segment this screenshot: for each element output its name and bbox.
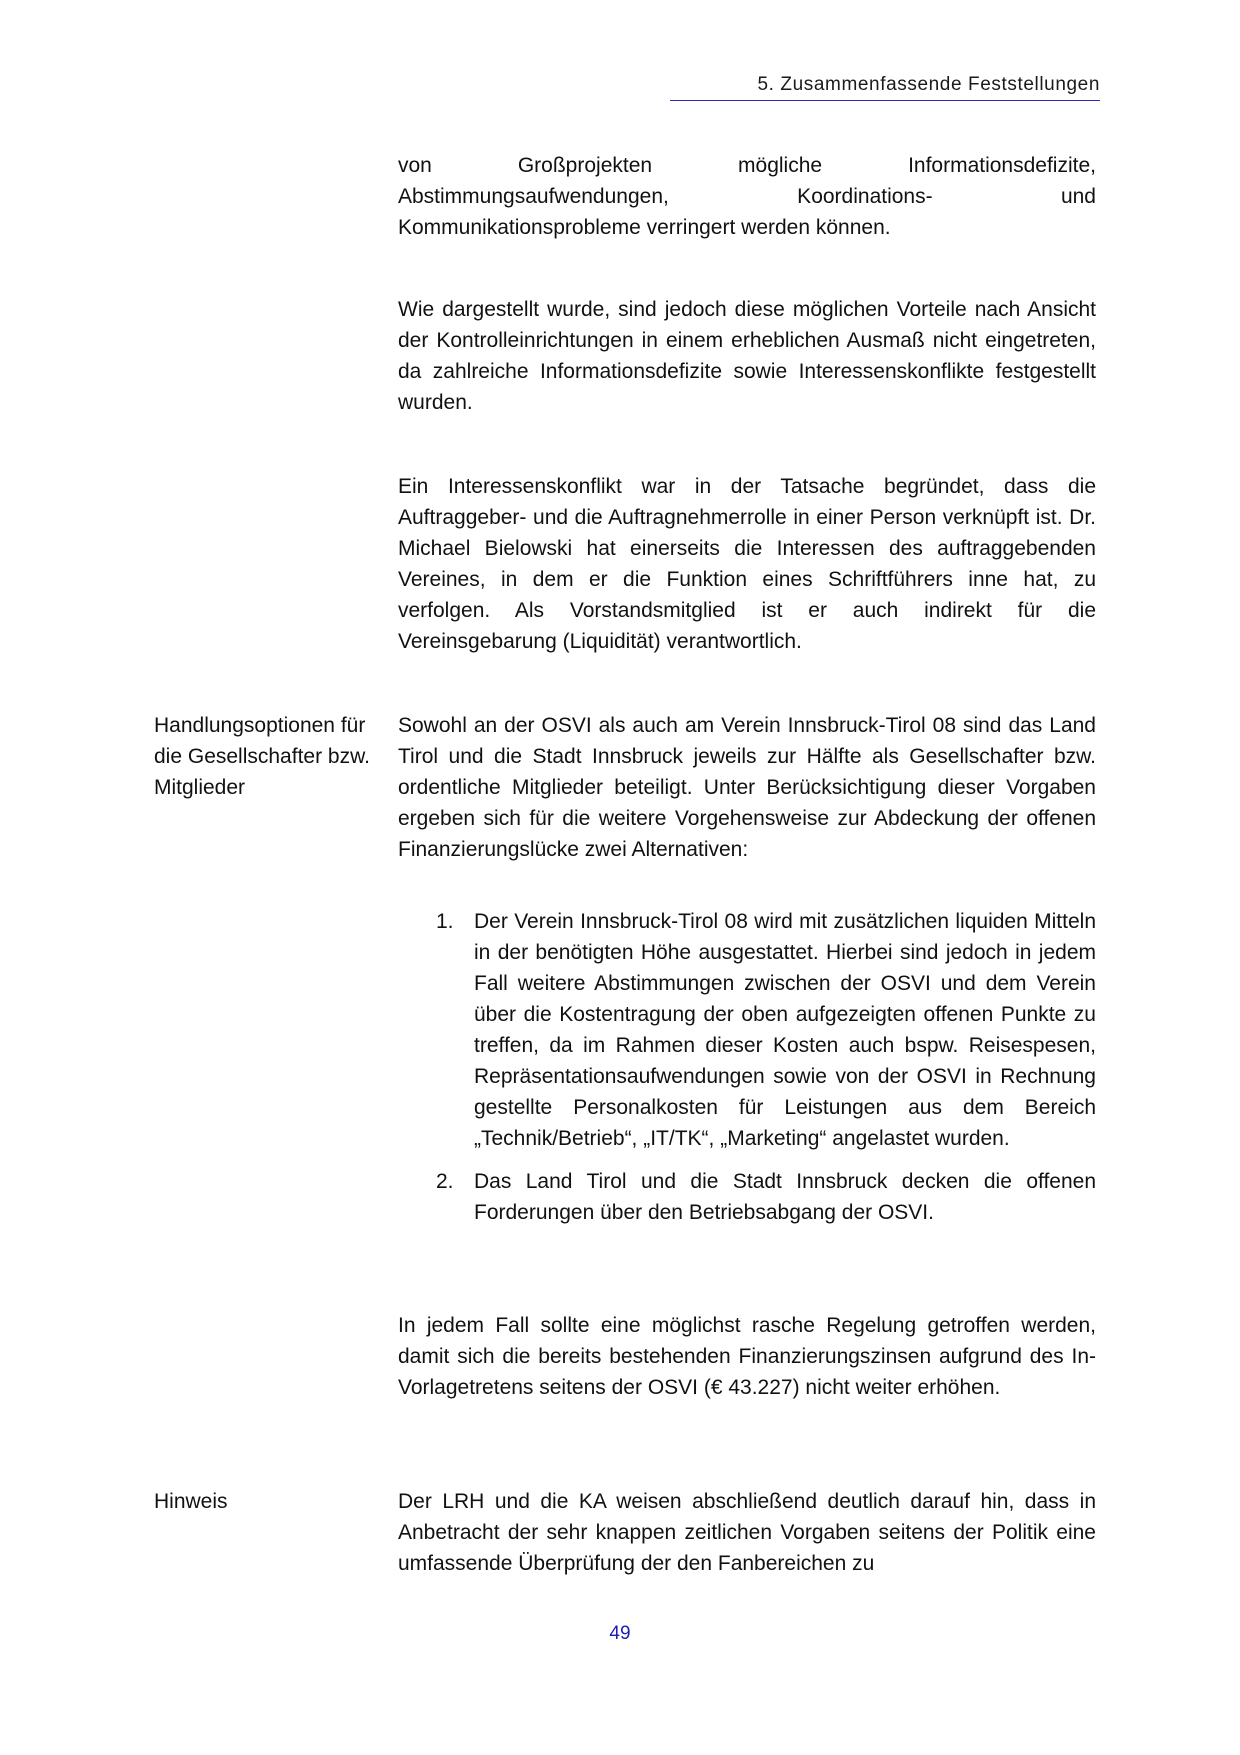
alternatives-list xyxy=(430,906,1096,1240)
paragraph-5: In jedem Fall sollte eine möglichst rasche Regelung getroffen werden, damit sich die bereits bestehenden Finanzierungszinsen aufgrund des In-Vorlagetretens seitens der OSVI (€ 43.227) nicht weiter erhöhen. xyxy=(398,1314,1096,1399)
header-rule xyxy=(670,100,1100,101)
margin-note-options: Handlungsoptionen für die Gesellschafter bzw. Mitglieder xyxy=(154,714,370,799)
paragraph-1: von Großprojekten mögliche Informationsdefizite, Abstimmungsaufwendungen, Koordinations- und Kommunikationsprobleme verringert werden können. xyxy=(398,154,1096,239)
margin-note-hint: Hinweis xyxy=(154,1490,228,1513)
list-item-number: 2. xyxy=(436,1170,454,1193)
paragraph-3: Ein Interessenskonflikt war in der Tatsache begründet, dass die Auftraggeber- und die Auftragnehmerrolle in einer Person verknüpft ist. Dr. Michael Bielowski hat einerseits die Interessen des auftraggebenden Vereines, in dem er die Funktion eines Schriftführers inne hat, zu verfolgen. Als Vorstandsmitglied ist er auch indirekt für die Vereinsgebarung (Liquidität) verantwortlich. xyxy=(398,475,1096,653)
list-item-number: 1. xyxy=(436,910,454,933)
list-item-text: Das Land Tirol und die Stadt Innsbruck decken die offenen Forderungen über den Betriebsabgang der OSVI. xyxy=(474,1170,1096,1224)
running-header: 5. Zusammenfassende Feststellungen xyxy=(757,74,1100,95)
paragraph-6: Der LRH und die KA weisen abschließend deutlich darauf hin, dass in Anbetracht der sehr knappen zeitlichen Vorgaben seitens der Politik eine umfassende Überprüfung der den Fanbereichen zu xyxy=(398,1490,1096,1575)
page-number: 49 xyxy=(609,1623,631,1644)
list-item xyxy=(430,906,1096,1154)
list-item-text: Der Verein Innsbruck-Tirol 08 wird mit zusätzlichen liquiden Mitteln in der benötigten Höhe ausgestattet. Hierbei sind jedoch in jedem Fall weitere Abstimmungen zwischen der OSVI und dem Verein über die Kostentragung der oben aufgezeigten offenen Punkte zu treffen, da im Rahmen dieser Kosten auch bspw. Reisespesen, Repräsentationsaufwendungen sowie von der OSVI in Rechnung gestellte Personalkosten für Leistungen aus dem Bereich „Technik/Betrieb“, „IT/TK“, „Marketing“ angelastet wurden. xyxy=(474,910,1096,1150)
paragraph-4: Sowohl an der OSVI als auch am Verein Innsbruck-Tirol 08 sind das Land Tirol und die Stadt Innsbruck jeweils zur Hälfte als Gesellschafter bzw. ordentliche Mitglieder beteiligt. Unter Berücksichtigung dieser Vorgaben ergeben sich für die weitere Vorgehensweise zur Abdeckung der offenen Finanzierungslücke zwei Alternativen: xyxy=(398,714,1096,861)
paragraph-2: Wie dargestellt wurde, sind jedoch diese möglichen Vorteile nach Ansicht der Kontrolleinrichtungen in einem erheblichen Ausmaß nicht eingetreten, da zahlreiche Informationsdefizite sowie Interessenskonflikte festgestellt wurden. xyxy=(398,298,1096,414)
list-item xyxy=(430,1166,1096,1228)
